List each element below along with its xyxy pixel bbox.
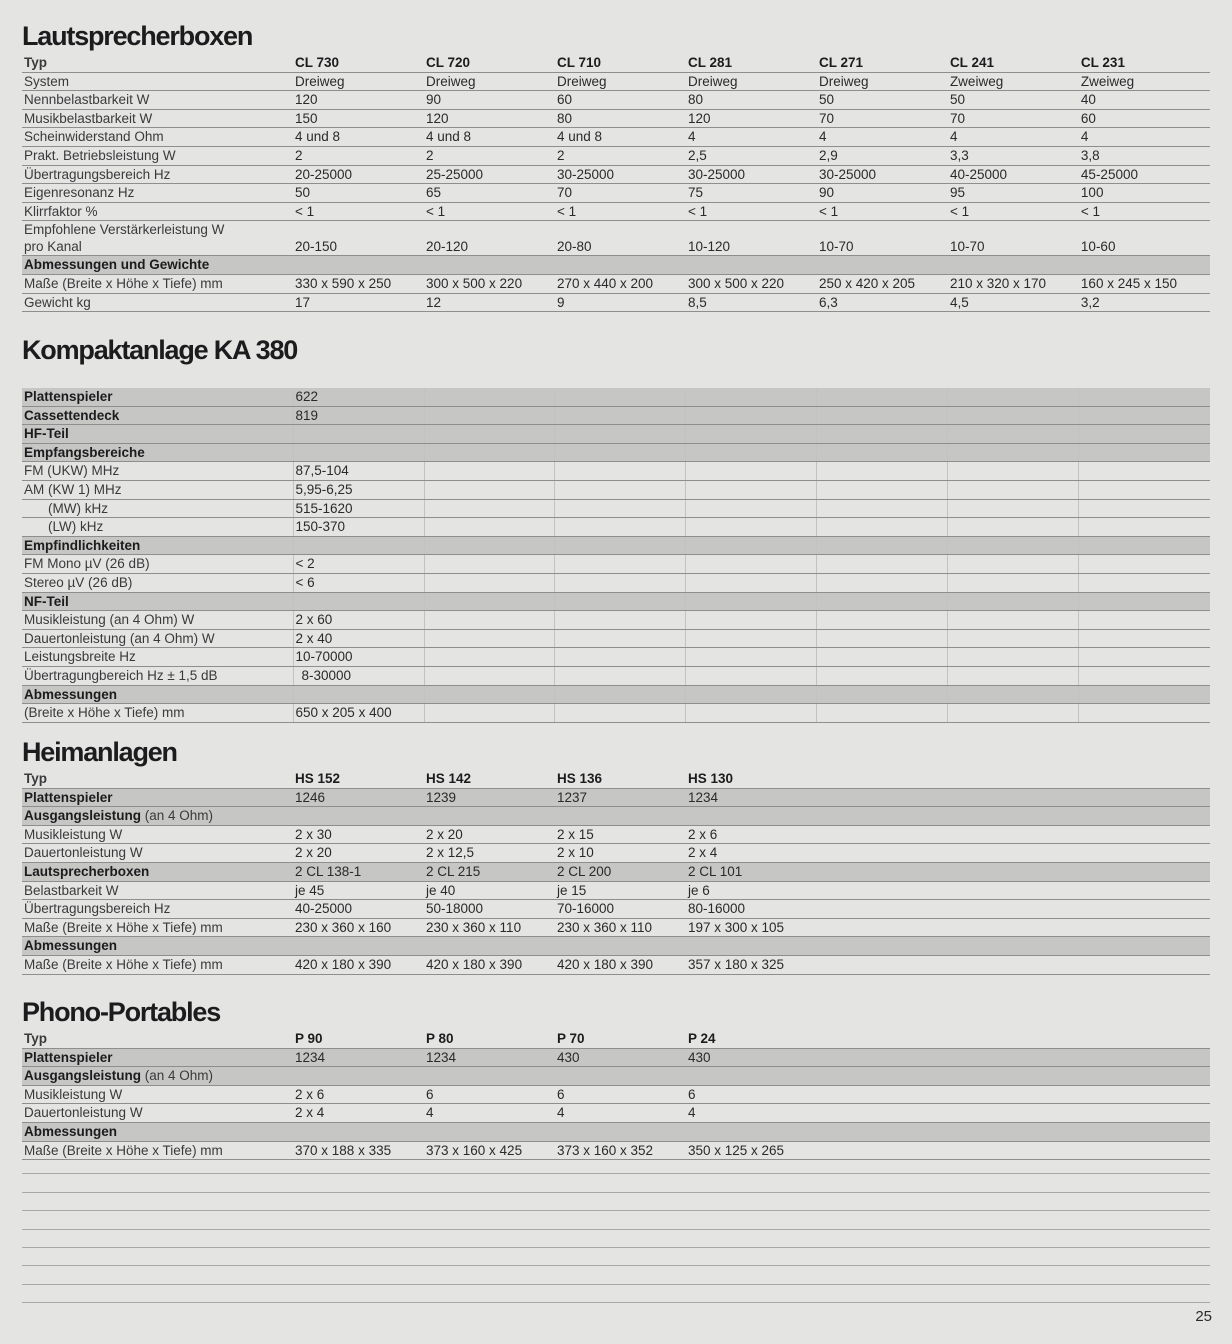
model-name: P 70 <box>555 1030 686 1048</box>
row-label: Plattenspieler <box>22 788 293 807</box>
table-cell: 20-25000 <box>293 165 424 184</box>
table-cell: 160 x 245 x 150 <box>1079 274 1210 293</box>
table-cell: 4 <box>686 128 817 147</box>
model-name: CL 281 <box>686 54 817 72</box>
table-cell: 2 x 10 <box>555 844 686 863</box>
table-cell: 2 x 12,5 <box>424 844 555 863</box>
table-cell: 100 <box>1079 184 1210 203</box>
model-name: CL 231 <box>1079 54 1210 72</box>
table-cell: 150 <box>293 109 424 128</box>
table-row <box>22 518 1210 537</box>
table-cell: 10-60 <box>1079 221 1210 256</box>
blank-ruled-lines <box>22 1156 1210 1303</box>
table-header-row <box>22 770 1210 788</box>
table-cell: 1234 <box>293 1048 424 1067</box>
model-name: CL 241 <box>948 54 1079 72</box>
table-cell: 2 CL 215 <box>424 862 555 881</box>
row-label: FM (UKW) MHz <box>22 462 293 481</box>
group-label: HF-Teil <box>22 425 293 444</box>
ruled-line <box>22 1285 1210 1303</box>
kompakt-table <box>22 388 1210 723</box>
model-name: P 90 <box>293 1030 424 1048</box>
table-cell: 1237 <box>555 788 686 807</box>
group-header-row <box>22 685 1210 704</box>
table-cell: 1234 <box>686 788 817 807</box>
table-cell: 3,2 <box>1079 293 1210 312</box>
model-name: P 24 <box>686 1030 817 1048</box>
table-row <box>22 1085 1210 1104</box>
model-name: HS 130 <box>686 770 817 788</box>
table-cell: 65 <box>424 184 555 203</box>
table-cell: 70-16000 <box>555 900 686 919</box>
table-cell: 4 <box>555 1104 686 1123</box>
section-phono-portables <box>22 994 1210 1160</box>
table-cell: 9 <box>555 293 686 312</box>
table-cell: 4 und 8 <box>293 128 424 147</box>
table-cell: 12 <box>424 293 555 312</box>
row-label: Maße (Breite x Höhe x Tiefe) mm <box>22 1141 293 1160</box>
row-label: Maße (Breite x Höhe x Tiefe) mm <box>22 918 293 937</box>
table-cell: 1239 <box>424 788 555 807</box>
table-cell: Zweiweg <box>948 72 1079 91</box>
table-cell: < 1 <box>293 202 424 221</box>
table-cell: 10-70000 <box>293 648 424 667</box>
table-cell: 10-120 <box>686 221 817 256</box>
table-row <box>22 648 1210 667</box>
row-label: (MW) kHz <box>22 499 293 518</box>
group-label-sub: (an 4 Ohm) <box>144 1068 214 1084</box>
row-label: (Breite x Höhe x Tiefe) mm <box>22 704 293 723</box>
group-header-row <box>22 807 1210 826</box>
table-cell: 2 <box>293 146 424 165</box>
table-cell: 230 x 360 x 110 <box>424 918 555 937</box>
table-cell: je 45 <box>293 881 424 900</box>
table-row <box>22 900 1210 919</box>
group-header-row <box>22 425 1210 444</box>
table-cell: 120 <box>686 109 817 128</box>
row-label: Lautsprecherboxen <box>22 862 293 881</box>
group-label <box>22 807 293 826</box>
table-cell: 2 <box>555 146 686 165</box>
row-label: FM Mono µV (26 dB) <box>22 555 293 574</box>
ruled-line <box>22 1266 1210 1284</box>
table-cell: < 1 <box>555 202 686 221</box>
row-label: System <box>22 72 293 91</box>
table-cell: 10-70 <box>817 221 948 256</box>
group-label <box>22 1067 293 1086</box>
row-label <box>22 221 293 256</box>
heim-table <box>22 770 1210 975</box>
table-cell: 515-1620 <box>293 499 424 518</box>
table-cell: 30-25000 <box>686 165 817 184</box>
row-label-line: Empfohlene Verstärkerleistung W <box>24 222 225 238</box>
table-cell: 50 <box>948 91 1079 110</box>
table-cell: 2 x 4 <box>686 844 817 863</box>
table-row <box>22 128 1210 147</box>
table-cell: 6,3 <box>817 293 948 312</box>
group-label-sub: (an 4 Ohm) <box>144 808 214 824</box>
table-cell: 150-370 <box>293 518 424 537</box>
table-row <box>22 109 1210 128</box>
model-name: HS 142 <box>424 770 555 788</box>
table-cell: 30-25000 <box>555 165 686 184</box>
table-cell: 2 x 40 <box>293 629 424 648</box>
row-label: Stereo µV (26 dB) <box>22 573 293 592</box>
table-cell: 2 CL 101 <box>686 862 817 881</box>
table-row <box>22 955 1210 974</box>
table-cell: 650 x 205 x 400 <box>293 704 424 723</box>
table-cell: 6 <box>424 1085 555 1104</box>
table-cell: 2 <box>424 146 555 165</box>
group-header-row <box>22 256 1210 275</box>
row-label: Cassettendeck <box>22 406 293 425</box>
row-label: Maße (Breite x Höhe x Tiefe) mm <box>22 955 293 974</box>
row-label: Plattenspieler <box>22 1048 293 1067</box>
table-row <box>22 202 1210 221</box>
table-cell: 10-70 <box>948 221 1079 256</box>
table-cell: 300 x 500 x 220 <box>424 274 555 293</box>
table-cell: 25-25000 <box>424 165 555 184</box>
table-cell: 420 x 180 x 390 <box>424 955 555 974</box>
table-cell: 70 <box>555 184 686 203</box>
table-row <box>22 704 1210 723</box>
table-cell: 2 x 20 <box>424 825 555 844</box>
table-cell: < 6 <box>293 573 424 592</box>
section-title: Kompaktanlage KA 380 <box>22 335 298 365</box>
table-row <box>22 293 1210 312</box>
row-label: Klirrfaktor % <box>22 202 293 221</box>
table-cell: 2 x 60 <box>293 611 424 630</box>
table-cell: 80-16000 <box>686 900 817 919</box>
table-cell: 60 <box>555 91 686 110</box>
table-cell: 4 <box>948 128 1079 147</box>
table-cell: 95 <box>948 184 1079 203</box>
table-cell: 120 <box>293 91 424 110</box>
table-cell: 6 <box>686 1085 817 1104</box>
row-label: Typ <box>22 770 293 788</box>
table-cell: 373 x 160 x 352 <box>555 1141 686 1160</box>
row-label: Musikleistung W <box>22 825 293 844</box>
table-row <box>22 146 1210 165</box>
row-label: Plattenspieler <box>22 388 293 406</box>
row-label: (LW) kHz <box>22 518 293 537</box>
table-cell: 230 x 360 x 110 <box>555 918 686 937</box>
table-row <box>22 184 1210 203</box>
row-label: Leistungsbreite Hz <box>22 648 293 667</box>
table-cell: 2,9 <box>817 146 948 165</box>
ruled-line <box>22 1174 1210 1192</box>
table-cell: 87,5-104 <box>293 462 424 481</box>
table-cell: 270 x 440 x 200 <box>555 274 686 293</box>
table-cell: 2 CL 138-1 <box>293 862 424 881</box>
table-cell: 75 <box>686 184 817 203</box>
row-label: Übertragungbereich Hz ± 1,5 dB <box>22 666 293 685</box>
table-cell: Zweiweg <box>1079 72 1210 91</box>
ruled-line <box>22 1193 1210 1211</box>
page-number: 25 <box>1195 1308 1212 1325</box>
group-label: Abmessungen <box>22 685 293 704</box>
table-cell: 1246 <box>293 788 424 807</box>
table-cell: 90 <box>424 91 555 110</box>
row-label: AM (KW 1) MHz <box>22 480 293 499</box>
table-row <box>22 499 1210 518</box>
table-cell: 20-120 <box>424 221 555 256</box>
table-cell: Dreiweg <box>817 72 948 91</box>
table-cell: 4 <box>686 1104 817 1123</box>
table-row <box>22 1104 1210 1123</box>
model-name: HS 136 <box>555 770 686 788</box>
table-row <box>22 72 1210 91</box>
table-row <box>22 825 1210 844</box>
ruled-line <box>22 1211 1210 1229</box>
table-cell: 300 x 500 x 220 <box>686 274 817 293</box>
table-cell: 2 x 4 <box>293 1104 424 1123</box>
group-label: Abmessungen <box>22 937 293 956</box>
table-cell: < 1 <box>424 202 555 221</box>
row-label: Dauertonleistung W <box>22 1104 293 1123</box>
table-row <box>22 91 1210 110</box>
row-label: Übertragungsbereich Hz <box>22 165 293 184</box>
table-row <box>22 480 1210 499</box>
table-row <box>22 221 1210 256</box>
table-cell: 4,5 <box>948 293 1079 312</box>
row-label: Maße (Breite x Höhe x Tiefe) mm <box>22 274 293 293</box>
table-row <box>22 573 1210 592</box>
table-cell: 4 <box>424 1104 555 1123</box>
table-cell: 210 x 320 x 170 <box>948 274 1079 293</box>
table-cell: 3,8 <box>1079 146 1210 165</box>
table-cell: 3,3 <box>948 146 1079 165</box>
table-cell: 2 x 15 <box>555 825 686 844</box>
table-row <box>22 462 1210 481</box>
table-row <box>22 629 1210 648</box>
table-cell: 5,95-6,25 <box>293 480 424 499</box>
model-name: CL 720 <box>424 54 555 72</box>
table-cell: < 1 <box>817 202 948 221</box>
group-label: NF-Teil <box>22 592 293 611</box>
row-label: Nennbelastbarkeit W <box>22 91 293 110</box>
table-cell: < 1 <box>1079 202 1210 221</box>
table-cell: 2,5 <box>686 146 817 165</box>
model-name: CL 710 <box>555 54 686 72</box>
row-label: Typ <box>22 1030 293 1048</box>
phono-table <box>22 1030 1210 1160</box>
row-label: Typ <box>22 54 293 72</box>
table-cell: 230 x 360 x 160 <box>293 918 424 937</box>
table-cell: 4 und 8 <box>555 128 686 147</box>
row-label: Dauertonleistung W <box>22 844 293 863</box>
table-cell: 20-150 <box>293 221 424 256</box>
table-row <box>22 165 1210 184</box>
group-label-bold: Ausgangsleistung <box>24 1068 142 1084</box>
model-name: P 80 <box>424 1030 555 1048</box>
table-cell: 2 x 6 <box>686 825 817 844</box>
table-header-row <box>22 1030 1210 1048</box>
group-header-row <box>22 443 1210 462</box>
table-cell: < 1 <box>948 202 1079 221</box>
model-name: HS 152 <box>293 770 424 788</box>
row-label: Übertragungsbereich Hz <box>22 900 293 919</box>
table-cell: 2 CL 200 <box>555 862 686 881</box>
table-cell: 819 <box>293 406 424 425</box>
table-cell: Dreiweg <box>293 72 424 91</box>
ruled-line <box>22 1230 1210 1248</box>
table-header-row <box>22 54 1210 72</box>
group-label: Abmessungen <box>22 1122 293 1141</box>
table-cell: 50-18000 <box>424 900 555 919</box>
row-label: Scheinwiderstand Ohm <box>22 128 293 147</box>
table-cell: 70 <box>817 109 948 128</box>
table-cell: 60 <box>1079 109 1210 128</box>
table-cell: 250 x 420 x 205 <box>817 274 948 293</box>
table-row <box>22 844 1210 863</box>
table-cell: 20-80 <box>555 221 686 256</box>
table-cell: Dreiweg <box>555 72 686 91</box>
group-header-row <box>22 1122 1210 1141</box>
group-header-row <box>22 937 1210 956</box>
group-label: Abmessungen und Gewichte <box>22 256 293 275</box>
table-cell: 357 x 180 x 325 <box>686 955 817 974</box>
table-cell: je 6 <box>686 881 817 900</box>
table-cell: 4 <box>817 128 948 147</box>
table-cell: < 2 <box>293 555 424 574</box>
table-cell: Dreiweg <box>424 72 555 91</box>
table-row <box>22 881 1210 900</box>
lautsprecher-table <box>22 54 1210 312</box>
row-label: Musikbelastbarkeit W <box>22 109 293 128</box>
table-cell: 40-25000 <box>293 900 424 919</box>
table-cell: 80 <box>686 91 817 110</box>
ruled-line <box>22 1156 1210 1174</box>
table-cell: 2 x 30 <box>293 825 424 844</box>
table-cell: 120 <box>424 109 555 128</box>
section-title: Heimanlagen <box>22 737 177 767</box>
table-cell: 30-25000 <box>817 165 948 184</box>
group-label: Empfangsbereiche <box>22 443 293 462</box>
table-row <box>22 555 1210 574</box>
row-label: Musikleistung (an 4 Ohm) W <box>22 611 293 630</box>
group-header-row <box>22 592 1210 611</box>
table-cell: 90 <box>817 184 948 203</box>
table-row <box>22 1048 1210 1067</box>
section-title: Phono-Portables <box>22 997 221 1027</box>
table-cell: 50 <box>817 91 948 110</box>
section-lautsprecherboxen <box>22 18 1210 312</box>
group-label: Empfindlichkeiten <box>22 536 293 555</box>
table-cell: je 15 <box>555 881 686 900</box>
row-label: Eigenresonanz Hz <box>22 184 293 203</box>
row-label: Prakt. Betriebsleistung W <box>22 146 293 165</box>
table-cell: 8,5 <box>686 293 817 312</box>
table-row <box>22 666 1210 685</box>
table-cell: 2 x 20 <box>293 844 424 863</box>
table-row <box>22 388 1210 406</box>
table-cell: 50 <box>293 184 424 203</box>
table-cell: 70 <box>948 109 1079 128</box>
ruled-line <box>22 1248 1210 1266</box>
table-cell: 40-25000 <box>948 165 1079 184</box>
table-cell: 197 x 300 x 105 <box>686 918 817 937</box>
table-cell: < 1 <box>686 202 817 221</box>
table-cell: 420 x 180 x 390 <box>293 955 424 974</box>
table-cell: 45-25000 <box>1079 165 1210 184</box>
table-cell: 420 x 180 x 390 <box>555 955 686 974</box>
table-cell: 40 <box>1079 91 1210 110</box>
table-cell: 4 <box>1079 128 1210 147</box>
table-cell: je 40 <box>424 881 555 900</box>
table-cell: 2 x 6 <box>293 1085 424 1104</box>
table-row <box>22 406 1210 425</box>
table-row <box>22 788 1210 807</box>
row-label: Gewicht kg <box>22 293 293 312</box>
table-cell: 350 x 125 x 265 <box>686 1141 817 1160</box>
table-cell: 430 <box>555 1048 686 1067</box>
row-label: Dauertonleistung (an 4 Ohm) W <box>22 629 293 648</box>
table-cell: 80 <box>555 109 686 128</box>
table-row <box>22 611 1210 630</box>
table-row <box>22 918 1210 937</box>
group-label-bold: Ausgangsleistung <box>24 808 142 824</box>
table-cell: 8-30000 <box>293 666 424 685</box>
model-name: CL 730 <box>293 54 424 72</box>
row-label-line: pro Kanal <box>24 239 82 255</box>
table-row <box>22 862 1210 881</box>
table-cell: 370 x 188 x 335 <box>293 1141 424 1160</box>
table-cell: 330 x 590 x 250 <box>293 274 424 293</box>
table-cell: 430 <box>686 1048 817 1067</box>
table-cell: 17 <box>293 293 424 312</box>
table-row <box>22 274 1210 293</box>
table-cell: 622 <box>293 388 424 406</box>
table-cell: 6 <box>555 1085 686 1104</box>
section-title: Lautsprecherboxen <box>22 21 253 51</box>
section-kompaktanlage <box>22 332 1210 723</box>
row-label: Belastbarkeit W <box>22 881 293 900</box>
table-cell: 373 x 160 x 425 <box>424 1141 555 1160</box>
row-label: Musikleistung W <box>22 1085 293 1104</box>
group-header-row <box>22 536 1210 555</box>
group-header-row <box>22 1067 1210 1086</box>
model-name: CL 271 <box>817 54 948 72</box>
table-cell: Dreiweg <box>686 72 817 91</box>
section-heimanlagen <box>22 734 1210 975</box>
table-cell: 1234 <box>424 1048 555 1067</box>
table-cell: 4 und 8 <box>424 128 555 147</box>
